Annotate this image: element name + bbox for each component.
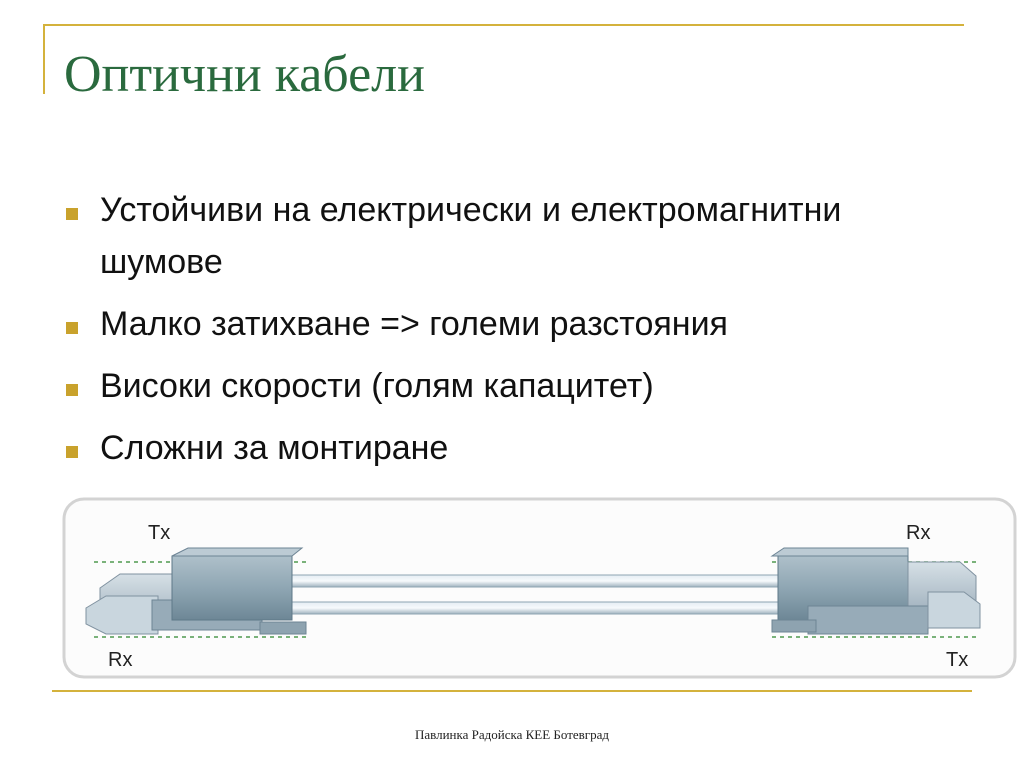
bullet-text: Високи скорости (голям капацитет) [100, 367, 654, 405]
bullet-marker [66, 208, 78, 220]
fiber-cable-illustration [62, 496, 1018, 680]
bullet-list [60, 184, 960, 484]
label-rx-right: Rx [906, 522, 931, 544]
slide-title: Оптични кабели [64, 46, 425, 103]
label-tx-left: Tx [148, 522, 171, 544]
bullet-item [60, 298, 960, 350]
bullet-text: Сложни за монтиране [100, 429, 449, 467]
frame-left-line [43, 24, 45, 94]
label-rx-left: Rx [108, 649, 133, 671]
bullet-marker [66, 384, 78, 396]
fiber-strand-lower [290, 602, 786, 614]
bullet-item [60, 184, 960, 288]
bullet-marker [66, 446, 78, 458]
fiber-strand-upper [290, 575, 786, 587]
bullet-text: Малко затихване => големи разстояния [100, 305, 728, 343]
footer-line [52, 690, 972, 692]
bullet-item [60, 360, 960, 412]
bullet-marker [66, 322, 78, 334]
footer-text: Павлинка Радойска КЕЕ Ботевград [414, 727, 610, 742]
frame-top-line [43, 24, 964, 26]
bullet-item [60, 422, 960, 474]
bullet-text: Устойчиви на електрически и електромагнитни шумове [100, 191, 842, 281]
label-tx-right: Tx [946, 649, 969, 671]
fiber-cable-figure [62, 496, 1018, 680]
